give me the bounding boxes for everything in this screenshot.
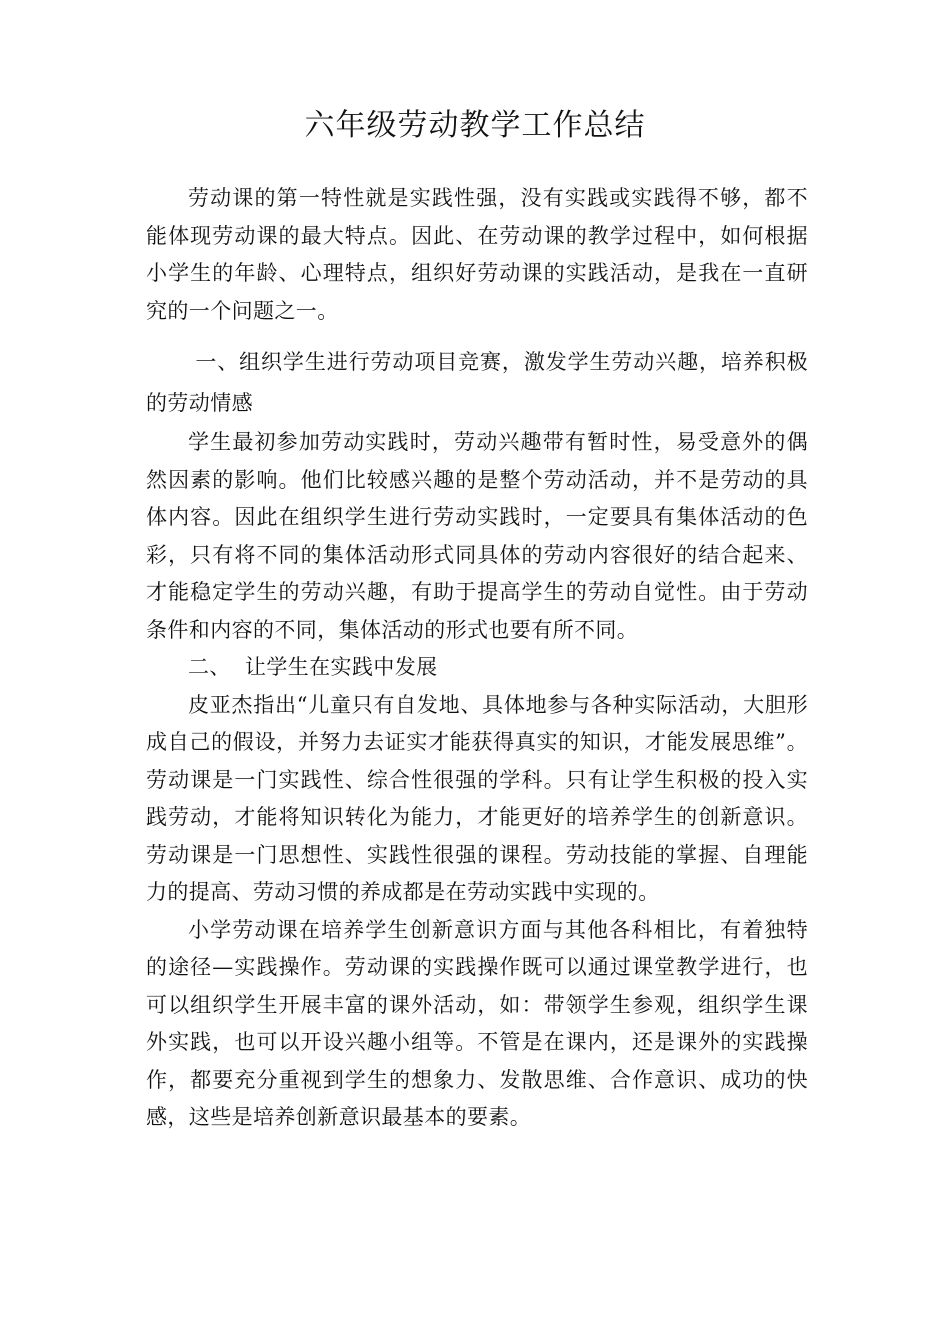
paragraph-section-2b: 小学劳动课在培养学生创新意识方面与其他各科相比，有着独特的途径—实践操作。劳动课的实践操作既可以通过课堂教学进行，也可以组织学生开展丰富的课外活动，如：带领学生参观，组织学生课外实践，也可以开设兴趣小组等。不管是在课内，还是课外的实践操作，都要充分重视到学生的想象力、发散思维、合作意识、成功的快感，这些是培养创新意识最基本的要素。 [146,917,808,1129]
paragraph-section-2a: 皮亚杰指出“儿童只有自发地、具体地参与各种实际活动，大胆形成自己的假设，并努力去证实才能获得真实的知识，才能发展思维”。劳动课是一门实践性、综合性很强的学科。只有让学生积极的投入实践劳动，才能将知识转化为能力，才能更好的培养学生的创新意识。劳动课是一门思想性、实践性很强的课程。劳动技能的掌握、自理能力的提高、劳动习惯的养成都是在劳动实践中实现的。 [146,692,808,904]
document-body [146,180,808,1137]
paragraph-section-1: 学生最初参加劳动实践时，劳动兴趣带有暂时性，易受意外的偶然因素的影响。他们比较感兴趣的是整个劳动活动，并不是劳动的具体内容。因此在组织学生进行劳动实践时，一定要具有集体活动的色彩，只有将不同的集体活动形式同具体的劳动内容很好的结合起来、才能稳定学生的劳动兴趣，有助于提高学生的劳动自觉性。由于劳动条件和内容的不同，集体活动的形式也要有所不同。 [146,430,808,642]
paragraph-intro: 劳动课的第一特性就是实践性强，没有实践或实践得不够，都不能体现劳动课的最大特点。因此、在劳动课的教学过程中，如何根据小学生的年龄、心理特点，组织好劳动课的实践活动，是我在一直研究的一个问题之一。 [146,186,808,323]
section-heading-1: 一、组织学生进行劳动项目竞赛，激发学生劳动兴趣，培养积极的劳动情感 [146,350,808,415]
section-heading-2: 二、 让学生在实践中发展 [188,655,438,679]
document-title: 六年级劳动教学工作总结 [304,108,646,143]
